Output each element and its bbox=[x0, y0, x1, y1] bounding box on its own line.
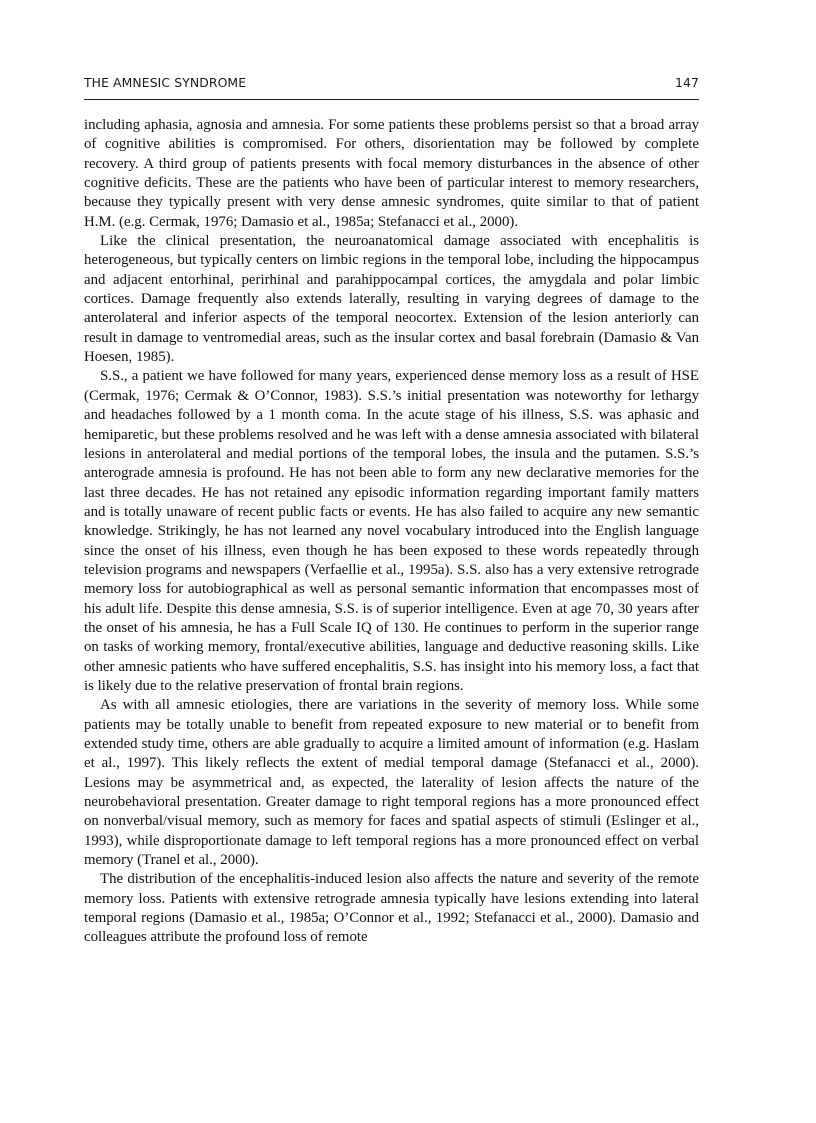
paragraph: As with all amnesic etiologies, there are variations in the severity of memory loss. While some patients may be totally unable to benefit from repeated exposure to new material or to benefit from extended study time, others are able gradually to acquire a limited amount of information (e.g. Haslam et al., 1997). This likely reflects the extent of medial temporal damage (Stefanacci et al., 2000). Lesions may be asymmetrical and, as expected, the laterality of lesion affects the nature of the neurobehavioral presentation. Greater damage to right temporal regions has a more pronounced effect on nonverbal/visual memory, such as memory for faces and spatial aspects of stimuli (Eslinger et al., 1993), while disproportionate damage to left temporal regions has a more pronounced effect on verbal memory (Tranel et al., 2000). bbox=[84, 697, 699, 869]
paragraph: The distribution of the encephalitis-induced lesion also affects the nature and severity of the remote memory loss. Patients with extensive retrograde amnesia typically have lesions extending into lateral temporal regions (Damasio et al., 1985a; O’Connor et al., 1992; Stefanacci et al., 2000). Damasio and colleagues attribute the profound loss of remote bbox=[84, 871, 699, 946]
paragraph-continued: including aphasia, agnosia and amnesia. For some patients these problems persist so that a broad array of cognitive abilities is compromised. For others, disorientation may be followed by complete recovery. A third group of patients presents with focal memory disturbances in the absence of other cognitive deficits. These are the patients who have been of particular interest to memory researchers, because they typically present with very dense amnesic syndromes, quite similar to that of patient H.M. (e.g. Cermak, 1976; Damasio et al., 1985a; Stefanacci et al., 2000). bbox=[84, 117, 699, 230]
header-rule bbox=[84, 99, 699, 100]
running-title: THE AMNESIC SYNDROME bbox=[84, 75, 247, 90]
paragraph: Like the clinical presentation, the neuroanatomical damage associated with encephalitis is heterogeneous, but typically centers on limbic regions in the temporal lobe, including the hippocampus and adjacent entorhinal, perirhinal and parahippocampal cortices, the amygdala and polar limbic cortices. Damage frequently also extends laterally, resulting in varying degrees of damage to the anterolateral and inferior aspects of the temporal neocortex. Extension of the lesion anteriorly can result in damage to ventromedial areas, such as the insular cortex and basal forebrain (Damasio & Van Hoesen, 1985). bbox=[84, 233, 699, 366]
body-text bbox=[84, 116, 699, 948]
running-head bbox=[84, 75, 699, 97]
paragraph: S.S., a patient we have followed for many years, experienced dense memory loss as a result of HSE (Cermak, 1976; Cermak & O’Connor, 1983). S.S.’s initial presentation was noteworthy for lethargy and headaches followed by a 1 month coma. In the acute stage of his illness, S.S. was aphasic and hemiparetic, but these problems resolved and he was left with a dense amnesia associated with bilateral lesions in anterolateral and medial portions of the temporal lobes, the insula and the putamen. S.S.’s anterograde amnesia is profound. He has not been able to form any new declarative memories for the last three decades. He has not retained any episodic information regarding important family matters and is totally unaware of recent public facts or events. He has also failed to acquire any new semantic knowledge. Strikingly, he has not learned any novel vocabulary introduced into the English language since the onset of his illness, even though he has been exposed to these words repeatedly through television programs and newspapers (Verfaellie et al., 1995a). S.S. also has a very extensive retrograde memory loss for autobiographical as well as personal semantic information that encompasses most of his adult life. Despite this dense amnesia, S.S. is of superior intelligence. Even at age 70, 30 years after the onset of his amnesia, he has a Full Scale IQ of 130. He continues to perform in the superior range on tasks of working memory, frontal/executive abilities, language and deductive reasoning skills. Like other amnesic patients who have suffered encephalitis, S.S. has insight into his memory loss, a fact that is likely due to the relative preservation of frontal brain regions. bbox=[84, 368, 699, 694]
page-number: 147 bbox=[675, 75, 699, 90]
